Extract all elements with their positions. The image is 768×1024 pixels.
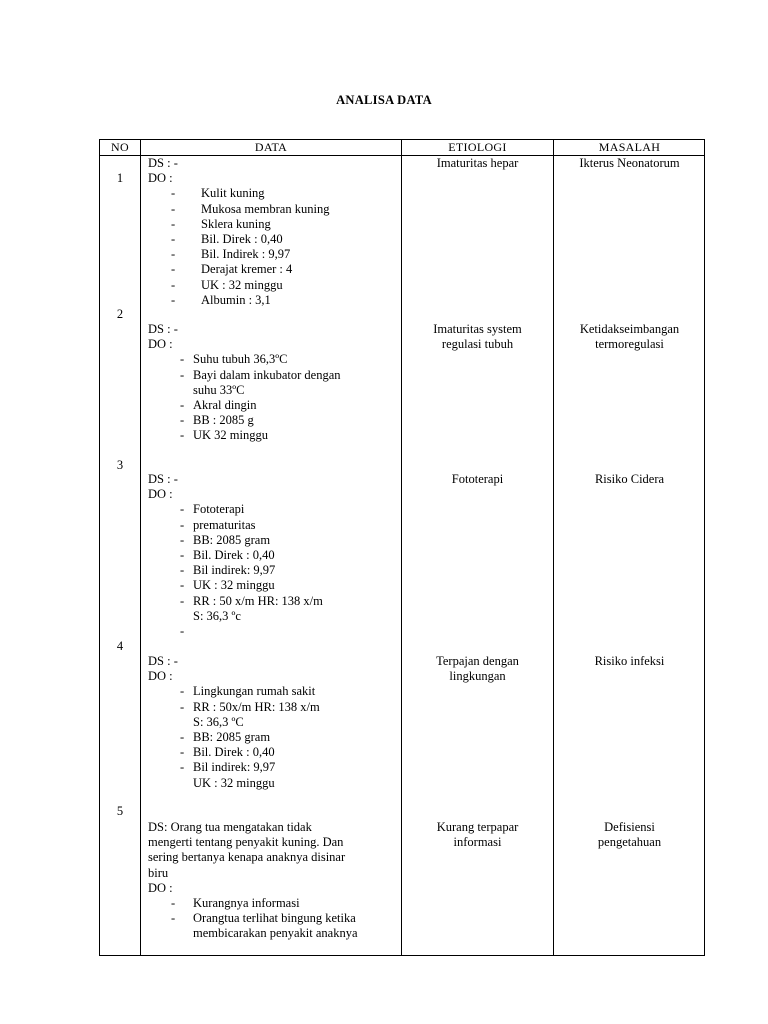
list-item: - UK : 32 minggu (180, 578, 275, 593)
list-item: - Bil. Direk : 0,40 (180, 548, 275, 563)
masalah-cell (554, 472, 705, 487)
list-item: UK : 32 minggu (193, 775, 275, 790)
list-item: - Derajat kremer : 4 (171, 262, 293, 277)
list-item: S: 36,3 ºC (193, 714, 244, 729)
do-line: DO : (148, 880, 173, 895)
list-item: - Bayi dalam inkubator dengan (180, 367, 341, 382)
list-item: - prematuritas (180, 517, 256, 532)
masalah-line: Risiko Cidera (594, 472, 665, 486)
etiologi-line: Terpajan dengan (436, 654, 519, 668)
etiologi-cell (402, 654, 553, 684)
list-item: - Albumin : 3,1 (171, 292, 271, 307)
ds-line: DS : - (148, 654, 178, 668)
row-number: 5 (116, 804, 124, 818)
masalah-line: Ikterus Neonatorum (579, 156, 680, 170)
do-line: DO : (148, 669, 173, 684)
list-item: - Bil indirek: 9,97 (180, 563, 276, 578)
finding-list (180, 502, 323, 639)
list-item: - UK : 32 minggu (171, 277, 283, 292)
list-item: - (180, 624, 185, 639)
etiologi-line: Imaturitas system (433, 322, 522, 336)
ds-line: mengerti tentang penyakit kuning. Dan (148, 835, 344, 850)
etiologi-line: Fototerapi (451, 472, 504, 486)
masalah-line: Defisiensi (604, 820, 655, 834)
etiologi-line: informasi (453, 835, 502, 850)
list-item: - Bil indirek: 9,97 (180, 760, 276, 775)
list-item: - BB : 2085 g (180, 413, 254, 428)
finding-list (171, 896, 358, 942)
etiologi-cell (402, 472, 553, 487)
row-number: 2 (116, 307, 124, 321)
list-item: - Kulit kuning (171, 186, 265, 201)
list-item: - Lingkungan rumah sakit (180, 684, 316, 699)
list-item: - UK 32 minggu (180, 428, 268, 443)
masalah-line: pengetahuan (597, 835, 662, 850)
finding-list (171, 186, 329, 308)
list-item: S: 36,3 ºc (193, 608, 241, 623)
etiologi-line: regulasi tubuh (441, 337, 514, 352)
list-item: - BB: 2085 gram (180, 730, 271, 745)
finding-list (180, 352, 341, 443)
header-masalah: MASALAH (598, 140, 661, 154)
masalah-line: Ketidakseimbangan (579, 322, 680, 336)
data-cell (148, 322, 341, 444)
etiologi-line: Imaturitas hepar (436, 156, 519, 170)
masalah-line: Risiko infeksi (594, 654, 665, 668)
list-item: - Suhu tubuh 36,3ºC (180, 352, 288, 367)
ds-line: DS : - (148, 156, 178, 170)
list-item: - Bil. Direk : 0,40 (180, 745, 275, 760)
list-item: - Orangtua terlihat bingung ketika (171, 911, 356, 926)
row-number: 4 (116, 639, 124, 653)
list-item: suhu 33ºC (193, 382, 245, 397)
list-item: - Akral dingin (180, 398, 257, 413)
ds-line: biru (148, 865, 169, 880)
ds-line: DS : - (148, 322, 178, 336)
data-cell (148, 654, 320, 791)
list-item: - RR : 50 x/m HR: 138 x/m (180, 593, 323, 608)
header-no: NO (111, 140, 129, 154)
data-cell (148, 156, 329, 308)
etiologi-cell (402, 156, 553, 171)
etiologi-cell (402, 820, 553, 850)
list-item: - Bil. Direk : 0,40 (171, 232, 283, 247)
analysis-table (99, 139, 705, 956)
list-item: membicarakan penyakit anaknya (193, 926, 358, 941)
list-item: - Kurangnya informasi (171, 896, 300, 911)
header-data: DATA (254, 140, 288, 154)
etiologi-line: lingkungan (449, 669, 506, 684)
etiologi-cell (402, 322, 553, 352)
list-item: - BB: 2085 gram (180, 532, 271, 547)
data-cell (148, 820, 358, 942)
masalah-cell (554, 156, 705, 171)
list-item: - Bil. Indirek : 9,97 (171, 247, 291, 262)
masalah-line: termoregulasi (595, 337, 664, 352)
header-etiologi: ETIOLOGI (448, 140, 507, 154)
masalah-cell (554, 322, 705, 352)
masalah-cell (554, 820, 705, 850)
list-item: - Mukosa membran kuning (171, 201, 330, 216)
do-line: DO : (148, 171, 173, 186)
list-item: - RR : 50x/m HR: 138 x/m (180, 699, 320, 714)
do-line: DO : (148, 337, 173, 352)
ds-line: DS: Orang tua mengatakan tidak (148, 820, 312, 834)
list-item: - Sklera kuning (171, 216, 271, 231)
masalah-cell (554, 654, 705, 669)
column-divider (140, 140, 141, 955)
row-number: 3 (116, 458, 124, 472)
do-line: DO : (148, 487, 173, 502)
ds-line: sering bertanya kenapa anaknya disinar (148, 850, 346, 865)
finding-list (180, 684, 320, 790)
list-item: - Fototerapi (180, 502, 245, 517)
row-number: 1 (116, 171, 124, 185)
etiologi-line: Kurang terpapar (436, 820, 519, 834)
document-title: ANALISA DATA (336, 93, 432, 107)
ds-line: DS : - (148, 472, 178, 486)
data-cell (148, 472, 323, 639)
